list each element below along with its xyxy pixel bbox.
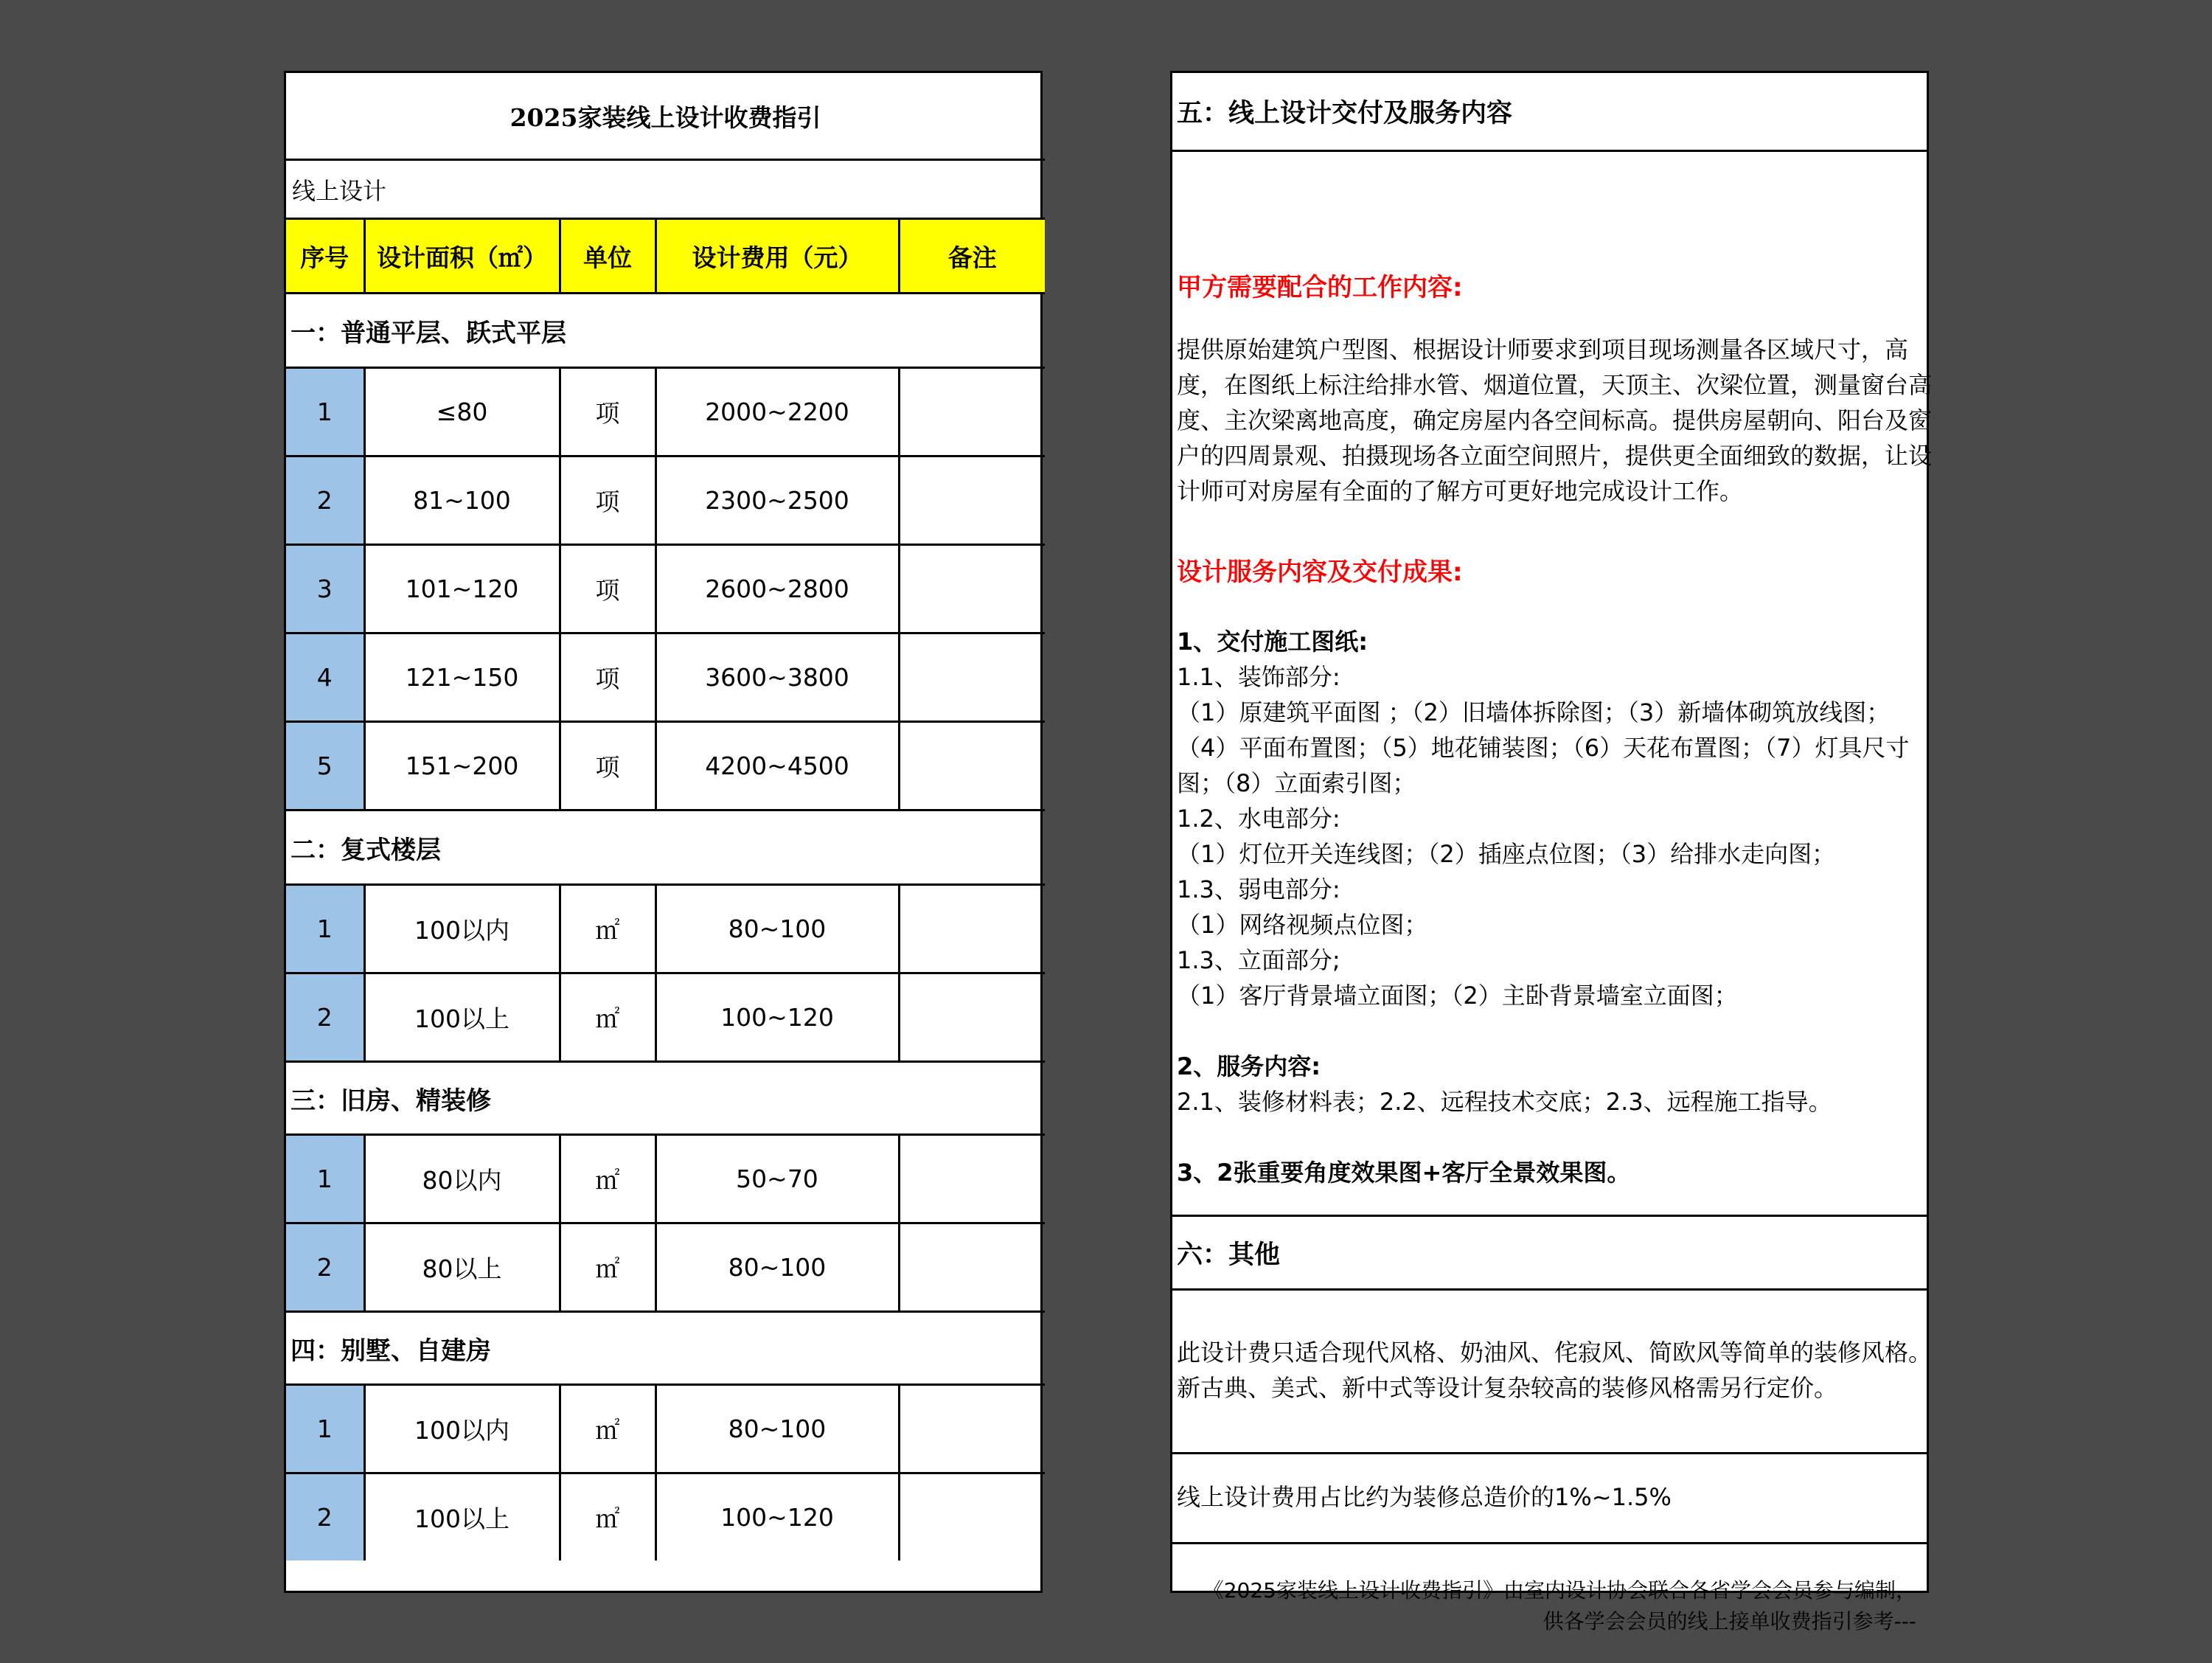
row-area: 101~120 [364, 545, 560, 633]
fee-table [286, 73, 1045, 1560]
section6-title: 六：其他 [1177, 1240, 1281, 1270]
row-note [899, 633, 1045, 722]
partyA-line: 计师可对房屋有全面的了解方可更好地完成设计工作。 [1177, 477, 1744, 505]
row-note [899, 545, 1045, 633]
row-area: 100以内 [364, 1385, 560, 1473]
table-row [286, 1473, 1045, 1561]
service-heading: 设计服务内容及交付成果: [1177, 558, 1463, 587]
partyA-text [1177, 332, 1933, 509]
row-fee: 2600~2800 [655, 545, 899, 633]
row-number: 1 [286, 885, 364, 973]
row-unit: ㎡ [560, 973, 655, 1062]
section6-header [1172, 1217, 1927, 1291]
deliverables-line: （4）平面布置图；（5）地花铺装图；（6）天花布置图；（7）灯具尺寸 [1177, 734, 1910, 762]
section-title: 四：别墅、自建房 [286, 1312, 1045, 1385]
table-row [286, 633, 1045, 722]
table-row [286, 885, 1045, 973]
row-note [899, 1135, 1045, 1223]
header-no: 序号 [286, 219, 364, 294]
row-area: 100以上 [364, 973, 560, 1062]
deliverables-heading: 1、交付施工图纸: [1177, 628, 1368, 656]
section5-title: 五：线上设计交付及服务内容 [1177, 99, 1513, 128]
row-area: 81~100 [364, 456, 560, 545]
row-fee: 100~120 [655, 1473, 899, 1561]
row-number: 5 [286, 722, 364, 810]
table-row [286, 545, 1045, 633]
row-fee: 80~100 [655, 1223, 899, 1312]
row-note [899, 722, 1045, 810]
ratio-content [1172, 1454, 1927, 1544]
deliverables-line: （1）灯位开关连线图；（2）插座点位图；（3）给排水走向图； [1177, 840, 1836, 868]
row-number: 1 [286, 1135, 364, 1223]
row-number: 3 [286, 545, 364, 633]
row-note [899, 1385, 1045, 1473]
table-row [286, 1223, 1045, 1312]
row-fee: 4200~4500 [655, 722, 899, 810]
table-row [286, 1135, 1045, 1223]
row-area: 80以上 [364, 1223, 560, 1312]
row-unit: ㎡ [560, 885, 655, 973]
fee-table-sheet [284, 71, 1043, 1593]
row-area: 100以内 [364, 885, 560, 973]
row-note [899, 973, 1045, 1062]
row-area: 100以上 [364, 1473, 560, 1561]
row-note [899, 456, 1045, 545]
deliverables-text [1177, 624, 1922, 1190]
row-number: 2 [286, 1473, 364, 1561]
deliverables-line: 1.3、立面部分; [1177, 946, 1340, 974]
table-row [286, 722, 1045, 810]
partyA-line: 度，在图纸上标注给排水管、烟道位置，天顶主、次梁位置，测量窗台高 [1177, 371, 1933, 399]
partyA-line: 度、主次梁离地高度，确定房屋内各空间标高。提供房屋朝向、阳台及窗 [1177, 406, 1933, 434]
partyA-line: 户的四周景观、拍摄现场各立面空间照片，提供更全面细致的数据，让设 [1177, 442, 1933, 470]
ratio-line: 线上设计费用占比约为装修总造价的1%~1.5% [1177, 1483, 1672, 1511]
deliverables-line: （1）网络视频点位图； [1177, 911, 1428, 939]
row-unit: 项 [560, 633, 655, 722]
partyA-line: 提供原始建筑户型图、根据设计师要求到项目现场测量各区域尺寸，高 [1177, 336, 1909, 364]
row-area: 121~150 [364, 633, 560, 722]
row-note [899, 1473, 1045, 1561]
delivery-content [1172, 152, 1933, 1217]
page-title: 2025家装线上设计收费指引 [286, 73, 1045, 160]
row-fee: 2000~2200 [655, 368, 899, 456]
row-unit: 项 [560, 456, 655, 545]
row-area: 80以内 [364, 1135, 560, 1223]
table-row [286, 368, 1045, 456]
header-area: 设计面积（㎡） [364, 219, 560, 294]
deliverables-line: 1.2、水电部分: [1177, 805, 1340, 833]
footer-note [1172, 1544, 1927, 1634]
table-row [286, 973, 1045, 1062]
row-area: ≤80 [364, 368, 560, 456]
footer-line: 《2025家装线上设计收费指引》由室内设计协会联合各省学会会员参与编制， [1203, 1578, 1916, 1603]
deliverables-line: （1）原建筑平面图 ；（2）旧墙体拆除图；（3）新墙体砌筑放线图； [1177, 698, 1891, 726]
deliverables-line: （1）客厅背景墙立面图；（2）主卧背景墙室立面图； [1177, 982, 1738, 1010]
row-unit: 项 [560, 368, 655, 456]
row-number: 2 [286, 973, 364, 1062]
partyA-heading: 甲方需要配合的工作内容: [1177, 273, 1463, 302]
header-unit: 单位 [560, 219, 655, 294]
services-heading: 2、服务内容: [1177, 1052, 1321, 1080]
row-area: 151~200 [364, 722, 560, 810]
section-title: 二：复式楼层 [286, 810, 1045, 885]
table-row [286, 456, 1045, 545]
row-unit: 项 [560, 545, 655, 633]
deliverables-line: 1.1、装饰部分: [1177, 663, 1340, 691]
section-title: 三：旧房、精装修 [286, 1062, 1045, 1135]
row-fee: 2300~2500 [655, 456, 899, 545]
section-title: 一：普通平层、跃式平层 [286, 294, 1045, 368]
deliverables-line: 图；（8）立面索引图； [1177, 769, 1416, 797]
row-fee: 3600~3800 [655, 633, 899, 722]
other-line: 此设计费只适合现代风格、奶油风、侘寂风、简欧风等简单的装修风格。 [1177, 1339, 1933, 1367]
row-note [899, 1223, 1045, 1312]
row-unit: ㎡ [560, 1135, 655, 1223]
row-unit: ㎡ [560, 1473, 655, 1561]
other-line: 新古典、美式、新中式等设计复杂较高的装修风格需另行定价。 [1177, 1374, 1838, 1402]
row-fee: 80~100 [655, 1385, 899, 1473]
row-note [899, 885, 1045, 973]
row-unit: ㎡ [560, 1223, 655, 1312]
table-header-row [286, 219, 1045, 294]
row-note [899, 368, 1045, 456]
row-fee: 100~120 [655, 973, 899, 1062]
deliverables-line: 1.3、弱电部分: [1177, 875, 1340, 903]
row-number: 2 [286, 456, 364, 545]
table-row [286, 1385, 1045, 1473]
renderings-line: 3、2张重要角度效果图+客厅全景效果图。 [1177, 1159, 1631, 1187]
header-fee: 设计费用（元） [655, 219, 899, 294]
header-note: 备注 [899, 219, 1045, 294]
row-unit: ㎡ [560, 1385, 655, 1473]
row-unit: 项 [560, 722, 655, 810]
row-number: 1 [286, 368, 364, 456]
row-number: 2 [286, 1223, 364, 1312]
row-number: 1 [286, 1385, 364, 1473]
footer-line: 供各学会会员的线上接单收费指引参考--- [1543, 1609, 1916, 1634]
row-number: 4 [286, 633, 364, 722]
service-content-sheet [1170, 71, 1933, 1634]
row-fee: 50~70 [655, 1135, 899, 1223]
other-content [1172, 1291, 1933, 1454]
row-fee: 80~100 [655, 885, 899, 973]
section5-header [1172, 73, 1927, 152]
table-subtitle: 线上设计 [286, 160, 1045, 219]
services-line: 2.1、装修材料表；2.2、远程技术交底；2.3、远程施工指导。 [1177, 1088, 1832, 1116]
